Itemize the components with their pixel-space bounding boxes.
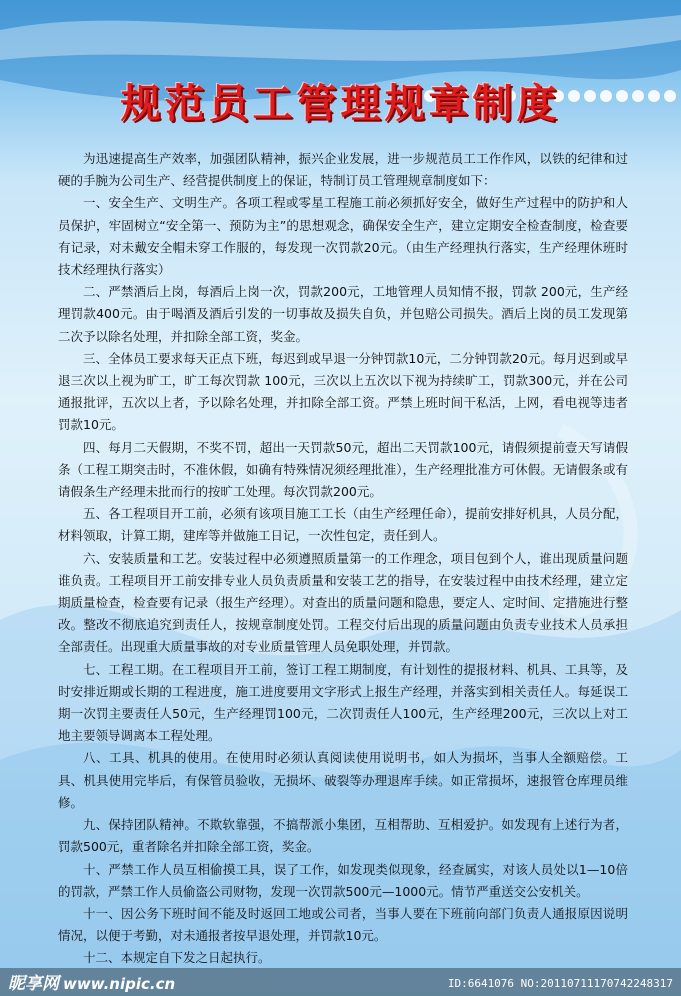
rule-paragraph: 三、全体员工要求每天正点下班，每迟到或早退一分钟罚款10元，二分钟罚款20元。每月迟到或早退三次以上视为旷工，旷工每次罚款 100元，三次以上五次以下视为持续旷工，罚款300元，并在公司通报批评，五次以上者，予以除名处理，并扣除全部工资。严禁上班时间干私活，上网，看电视等违者罚款10元。 — [58, 350, 628, 433]
rule-paragraph: 五、各工程项目开工前，必须有该项目施工工长（由生产经理任命），提前安排好机具，人员分配，材料领取，计算工期，建库等并做施工日记，一次性包定，责任到人。 — [58, 506, 628, 544]
rule-paragraph: 十、严禁工作人员互相偷摸工具，误了工作，如发现类似现象，经查属实，对该人员处以1—10倍的罚款，严禁工作人员偷盗公司财物，发现一次罚款500元—1000元。情节严重送交公安机关。 — [58, 861, 628, 899]
rule-paragraph: 八、工具、机具的使用。在使用时必须认真阅读使用说明书，如人为损坏，当事人全额赔偿。工具、机具使用完毕后，有保管员验收，无损坏、破裂等办理退库手续。如正常损坏，速报管仓库理员维修。 — [58, 750, 628, 810]
intro-paragraph: 为迅速提高生产效率，加强团队精神，振兴企业发展，进一步规范员工工作作风，以铁的纪律和过硬的手腕为公司生产、经营提供制度上的保证，特制订员工管理规章制度如下： — [58, 151, 628, 189]
rule-paragraph: 七、工程工期。在工程项目开工前，签订工程工期制度，有计划性的提报材料、机具、工具等，及时安排近期或长期的工程进度，施工进度要用文字形式上报生产经理，并落实到相关责任人。每延误工期一次罚主要责任人50元，生产经理罚100元，二次罚责任人100元，生产经理200元，三次以上对工地主要领导调离本工程处理。 — [58, 661, 628, 744]
watermark-bar — [0, 968, 681, 996]
rule-paragraph: 一、安全生产、文明生产。各项工程或零星工程施工前必须抓好安全，做好生产过程中的防护和人员保护，牢固树立“安全第一、预防为主”的思想观念，确保安全生产，建立定期安全检查制度，检查要有记录，对未戴安全帽未穿工作服的，每发现一次罚款20元。（由生产经理执行落实，生产经理休班时技术经理执行落实） — [58, 195, 628, 278]
watermark-logo — [8, 969, 175, 994]
watermark-logo-text: 昵享网 — [8, 974, 59, 994]
rule-paragraph: 十二、本规定自下发之日起执行。 — [83, 950, 271, 966]
image-id: ID:6641076 NO:20110711170742248317 — [447, 977, 673, 990]
page-title: 规范员工管理规章制度 — [120, 80, 561, 127]
rule-paragraph: 十一、因公务下班时间不能及时返回工地或公司者，当事人要在下班前向部门负责人通报原因说明情况，以便于考勤，对未通报者按早退处理，并罚款10元。 — [58, 905, 628, 944]
rule-paragraph: 九、保持团队精神。不欺软靠强，不搞帮派小集团，互相帮助、互相爱护。如发现有上述行为者，罚款500元，重者除名并扣除全部工资，奖金。 — [58, 817, 628, 855]
regulation-body — [58, 148, 628, 970]
rule-paragraph: 六、安装质量和工艺。安装过程中必须遵照质量第一的工作理念，项目包到个人，谁出现质量问题谁负责。工程项目开工前安排专业人员负责质量和安装工艺的指导，在安装过程中由技术经理，建立定期质量检查，检查要有记录（报生产经理）。对查出的质量问题和隐患，要定人、定时间、定措施进行整改。整改不彻底追究到责任人，按规章制度处罚。工程交付后出现的质量问题由负责专业技术人员承担全部责任。出现重大质量事故的对专业质量管理人员免职处理，并罚款。 — [58, 550, 628, 655]
rule-paragraph: 四、每月二天假期，不奖不罚，超出一天罚款50元，超出二天罚款100元，请假须提前壹天写请假条（工程工期突击时，不准休假，如确有特殊情况须经理批准），生产经理批准方可休假。无请假条或有请假条生产经理未批而行的按旷工处理。每次罚款200元。 — [58, 439, 628, 500]
rule-paragraph: 二、严禁酒后上岗，每酒后上岗一次，罚款200元，工地管理人员知情不报，罚款 200元，生产经理罚款400元。由于喝酒及酒后引发的一切事故及损失自负，并包赔公司损失。酒后上岗的员工发现第二次予以除名处理，并扣除全部工资，奖金。 — [58, 284, 628, 344]
watermark-url: www.nipic.cn — [63, 975, 176, 993]
